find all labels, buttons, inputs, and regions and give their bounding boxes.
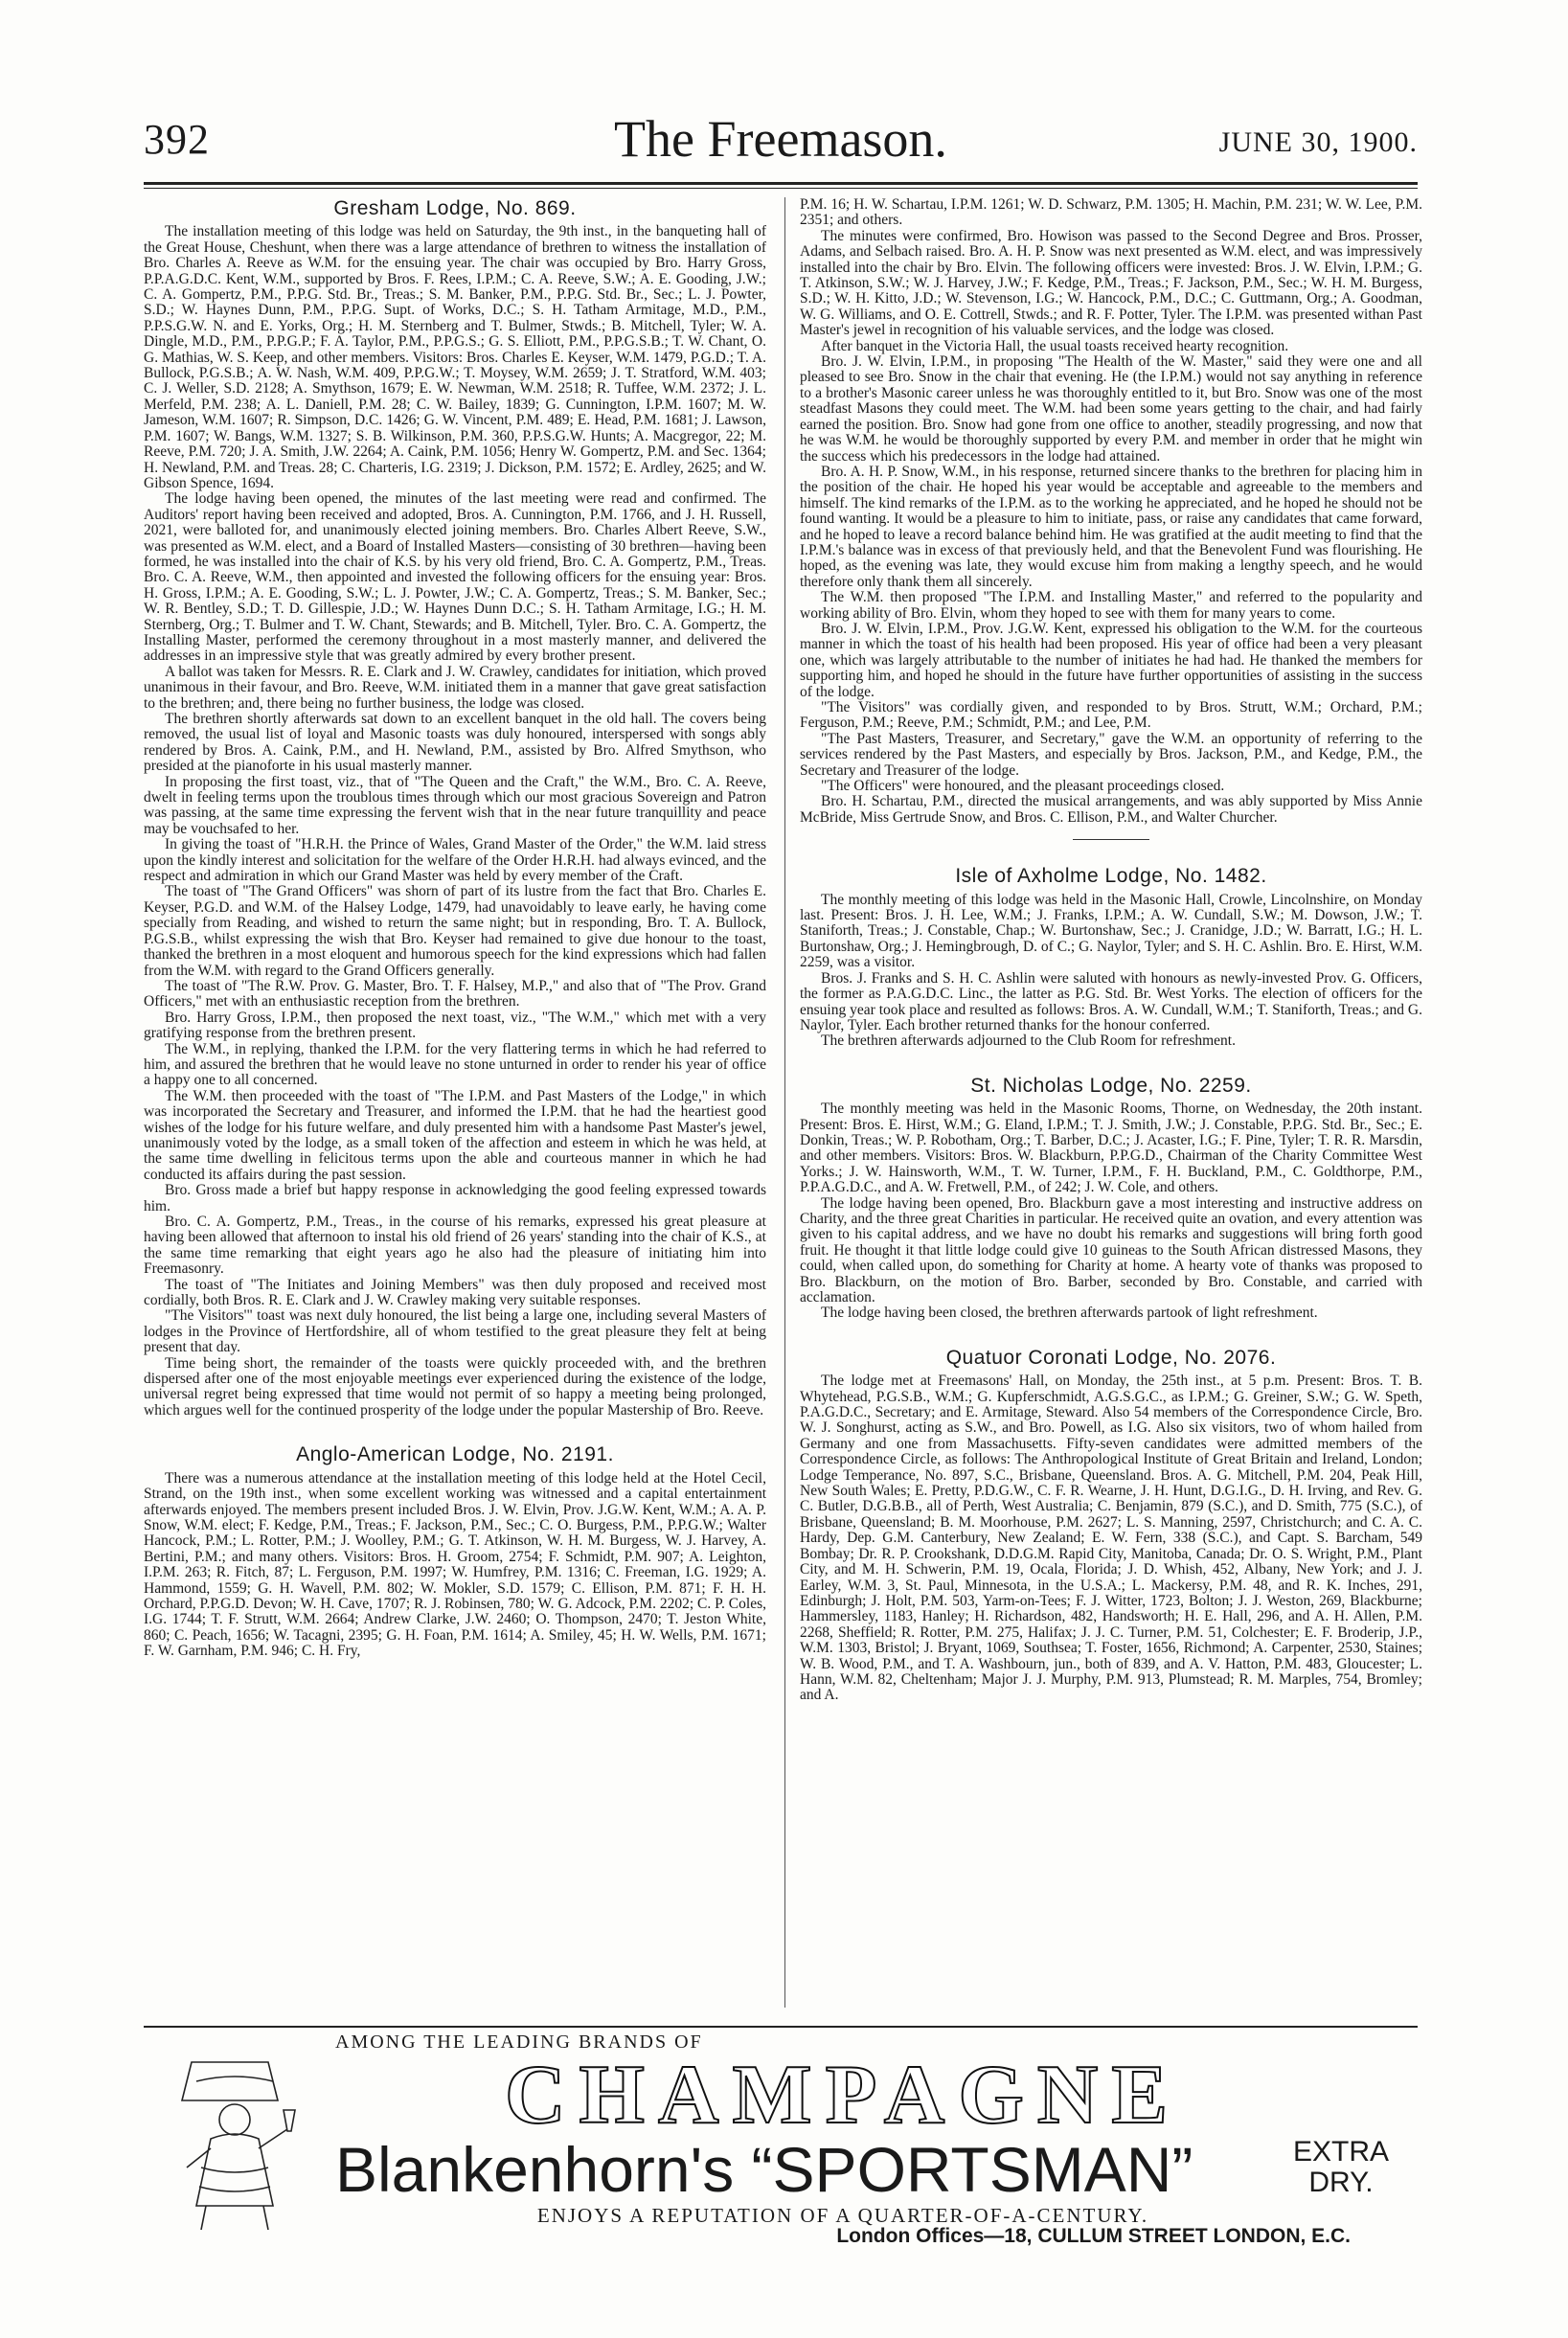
masthead (144, 110, 1418, 182)
advertisement-rule (144, 2026, 1418, 2028)
paragraph: In giving the toast of "H.R.H. the Prince of Wales, Grand Master of the Order," the W.M. laid stress upon the kindly interest and solicitation for the welfare of the Order H.R.H. had always evinced, and the respect and admiration in which our Grand Master was held by every member of the Craft. (144, 836, 766, 885)
paragraph: Bro. Harry Gross, I.P.M., then proposed the next toast, viz., "The W.M.," which met with a very gratifying response from the brethren present. (144, 1009, 766, 1042)
paragraph: Bro. J. W. Elvin, I.P.M., Prov. J.G.W. Kent, expressed his obligation to the W.M. for the courteous manner in which the toast of his health had been proposed. His year of office had been a very pleasant one, which was largely attributable to the number of initiates he had had. He thanked the members for supporting him, and hoped he should in the future have further opportunities of assisting in the success of the lodge. (800, 620, 1422, 700)
paragraph: "The Visitors" was cordially given, and responded to by Bros. Strutt, W.M.; Orchard, P.M.; Ferguson, P.M.; Reeve, P.M.; Schmidt, P.M.; and Lee, P.M. (800, 699, 1422, 732)
paragraph: After banquet in the Victoria Hall, the usual toasts received hearty recognition. (821, 337, 1289, 354)
section-title-axholme: Isle of Axholme Lodge, No. 1482. (955, 865, 1267, 888)
masthead-rule (144, 182, 1418, 185)
section-separator (1073, 839, 1149, 840)
column-divider (784, 197, 785, 2008)
paragraph: "The Officers" were honoured, and the pleasant proceedings closed. (821, 778, 1225, 795)
paragraph: The installation meeting of this lodge was held on Saturday, the 9th inst., in the banqueting hall of the Great House, Cheshunt, when there was a large attendance of brethren to witness the installation of Bro. Charles A. Reeve as W.M. for the ensuing year. The chair was occupied by Bro. Harry Gross, P.P.A.G.D.C. Kent, W.M., supported by Bros. F. Rees, I.P.M.; C. A. Reeve, S.W.; A. E. Gooding, J.W.; C. A. Gompertz, P.M., P.P.G. Std. Br., Treas.; S. M. Banker, P.M., P.P.G. Std. Br., Sec.; L. J. Powter, S.D.; W. Haynes Dunn, P.M., P.P.G. Supt. of Works, D.C.; S. H. Tatham Armitage, M.D., P.M., P.P.S.G.W. N. and E. Yorks, Org.; H. M. Sternberg and T. Bulmer, Stwds.; B. Mitchell, Tyler; W. A. Dingle, M.D., P.M., P.P.G.P.; F. A. Taylor, P.M., P.P.G.S.; G. S. Elliott, P.M., P.P.G.S.B.; T. W. Chant, O. G. Mathias, W. S. Keep, and other members. Visitors: Bros. Charles E. Keyser, W.M. 1479, P.G.D.; T. A. Bullock, P.G.S.B.; A. W. Nash, W.M. 409, P.P.G.W.; T. Moysey, W.M. 2659; J. T. Stratford, W.M. 403; C. J. Weller, S.D. 2128; A. Smythson, 1679; E. W. Newman, W.M. 2518; R. Tuffee, W.M. 2372; J. L. Merfeld, P.M. 238; A. L. Daniell, P.M. 28; C. W. Bailey, 1839; G. Cunnington, I.P.M. 1607; M. W. Jameson, W.M. 1607; R. Simpson, D.C. 1426; G. W. Vincent, P.M. 489; E. Head, P.M. 1681; J. Lawson, P.M. 1607; W. Bangs, W.M. 1327; S. B. Wilkinson, P.M. 360, P.P.S.G.W. Hunts; A. Macgregor, 22; M. Reeve, P.M. 720; J. A. Smith, J.W. 2264; A. Caink, P.M. 1056; Henry W. Gompertz, P.M. and Sec. 1364; H. Newland, P.M. and Treas. 28; C. Charteris, I.G. 2319; J. Dickson, P.M. 1572; E. Ardley, 2625; and W. Gibson Spence, 1694. (144, 223, 766, 491)
paragraph: "The Visitors'" toast was next duly honoured, the list being a large one, including several Masters of lodges in the Province of Hertfordshire, all of whom testified to the great pleasure they felt at being present that day. (144, 1307, 766, 1356)
paragraph: The lodge met at Freemasons' Hall, on Monday, the 25th inst., at 5 p.m. Present: Bros. T. B. Whytehead, P.G.S.B., W.M.; G. Kupferschmidt, A.G.S.G.C., as I.P.M.; G. Greiner, S.W.; G. W. Speth, P.A.G.D.C., Secretary; and E. Armitage, Steward. Also 54 members of the Correspondence Circle, Bro. W. J. Songhurst, acting as S.W., and Bro. Powell, as I.G. Also six visitors, two of whom hailed from Germany and one from Massachusetts. Fifty-seven candidates were admitted members of the Correspondence Circle, as follows: The Anthropological Institute of Great Britain and Ireland, London; Lodge Temperance, No. 897, S.C., Brisbane, Queensland. Bros. A. G. Mitchell, P.M. 204, Peak Hill, New South Wales; E. Pretty, P.D.G.W., C. F. R. Wearne, J. H. Hunt, D.G.I.G., D. H. Irving, and Rev. G. C. Butler, D.G.B.B., all of Perth, West Australia; C. Benjamin, 879 (S.C.), and D. Smith, 775 (S.C.), of Brisbane, Queensland; B. M. Moorhouse, P.M. 2627; L. S. Manning, 2597, Christchurch; and C. A. C. Hardy, Dep. G.M. Canterbury, New Zealand; E. W. Fern, 338 (S.C.), and Capt. S. Barcham, 549 Bombay; Dr. R. P. Crookshank, D.D.G.M. Rapid City, Manitoba, Canada; Dr. O. S. Wright, P.M., Plant City, and M. H. Schwerin, P.M. 19, Ocala, Florida; J. D. Whish, 452, Albany, New York; and J. J. Earley, W.M. 3, St. Paul, Minnesota, in the U.S.A.; L. Mackersy, P.M. 48, and R. K. Inches, 291, Edinburgh; J. Holt, P.M. 503, Yarm-on-Tees; F. J. Witter, 1723, Bolton; J. J. Weston, 269, Blackburne; Hammersley, 1183, Hanley; H. Richardson, 482, Handsworth; H. E. Hall, 296, and A. H. Allen, P.M. 2268, Sheffield; R. Rotter, P.M. 275, Halifax; J. J. C. Turner, P.M. 51, Colchester; E. F. Broderip, J.P., W.M. 1303, Bristol; J. Bryant, 1069, Southsea; T. Foster, 1656, Richmond; A. Carpenter, 2530, Staines; W. B. Wood, P.M., and T. A. Washbourn, jun., both of 839, and A. V. Hatton, P.M. 483, Gloucester; L. Hann, W.M. 82, Cheltenham; Major J. J. Murphy, P.M. 913, Plumstead; R. M. Marples, 754, Bromley; and A. (800, 1373, 1422, 1704)
section-title-anglo-american: Anglo-American Lodge, No. 2191. (296, 1443, 614, 1466)
paragraph: The toast of "The Grand Officers" was shorn of part of its lustre from the fact that Bro. Charles E. Keyser, P.G.D. and W.M. of the Halsey Lodge, 1479, had unavoidably to leave early, he having come specially from Reading, and wished to return the same night; but in responding, Bro. T. A. Bullock, P.G.S.B., whilst expressing the wish that Bro. Keyser had remained to give due honour to the toast, thanked the brethren in a most eloquent and humorous speech for the kind expressions which had fallen from the W.M. with regard to the Grand Officers generally. (144, 883, 766, 979)
paragraph: The lodge having been opened, the minutes of the last meeting were read and confirmed. The Auditors' report having been received and adopted, Bros. A. Cunnington, P.M. 1766, and J. H. Russell, 2021, were balloted for, and unanimously elected joining members. Bro. Charles Albert Reeve, S.W., was presented as W.M. elect, and a Board of Installed Masters—consisting of 30 brethren—having been formed, he was installed into the chair of K.S. by his very old friend, Bro. C. A. Gompertz, P.M., Treas. Bro. C. A. Reeve, W.M., then appointed and invested the following officers for the ensuing year: Bros. H. Gross, I.P.M.; A. E. Gooding, S.W.; L. J. Powter, J.W.; C. A. Gompertz, Treas.; S. M. Banker, Sec.; W. R. Bentley, S.D.; T. D. Gillespie, J.D.; W. Haynes Dunn D.C.; S. H. Tatham Armitage, I.G.; H. M. Sternberg, Org.; T. Bulmer and T. W. Chant, Stewards; and B. Mitchell, Tyler. Bro. C. A. Gompertz, the Installing Master, performed the ceremony throughout in a most masterly manner, and delivered the addresses in an impressive style that was greatly admired by every brother present. (144, 490, 766, 665)
drinking-figure-illustration-icon (153, 2043, 316, 2235)
paragraph: There was a numerous attendance at the installation meeting of this lodge held at the Hotel Cecil, Strand, on the 19th inst., when some excellent working was witnessed and a capital entertainment afterwards enjoyed. The members present included Bros. J. W. Elvin, Prov. J.G.W. Kent, W.M.; A. A. P. Snow, W.M. elect; F. Kedge, P.M., Treas.; F. Jackson, P.M., Sec.; C. O. Burgess, P.M., P.P.G.W.; Walter Hancock, P.M.; L. Rotter, P.M.; J. Woolley, P.M.; G. T. Atkinson, W. H. M. Burgess, W. J. Harvey, A. Bertini, P.M.; and many others. Visitors: Bros. H. Groom, 2754; F. Schmidt, P.M. 907; A. Leighton, I.P.M. 263; R. Fitch, 87; L. Ferguson, P.M. 1997; W. Humfrey, P.M. 1316; C. Freeman, I.G. 1929; A. Hammond, 1559; G. H. Wavell, P.M. 802; W. Mokler, S.D. 1579; C. Ellison, P.M. 871; F. H. H. Orchard, P.P.G.D. Devon; W. H. Cave, 1707; R. J. Robinsen, 780; W. G. Adcock, P.M. 2202; C. P. Coles, I.G. 1744; T. F. Strutt, W.M. 2664; Andrew Clarke, J.W. 2460; O. Thompson, 2470; T. Jeston White, 860; C. Peach, 1656; W. Tacagni, 2395; G. H. Foan, P.M. 1614; A. Smiley, 45; H. W. Wells, P.M. 1671; F. W. Garnham, P.M. 946; C. H. Fry, (144, 1469, 766, 1660)
dry-label: DRY. (1308, 2167, 1374, 2198)
right-column (800, 197, 1422, 2008)
paragraph: The brethren afterwards adjourned to the Club Room for refreshment. (821, 1033, 1236, 1050)
publication-title: The Freemason. (614, 110, 947, 168)
section-title-quatuor-coronati: Quatuor Coronati Lodge, No. 2076. (945, 1346, 1277, 1369)
left-column (144, 197, 766, 2008)
paragraph: The lodge having been opened, Bro. Blackburn gave a most interesting and instructive address on Charity, and the three great Charities in particular. He received quite an ovation, and every attention was given to his capital address, and we have no doubt his remarks and suggestions will bring forth good fruit. He thought it that little lodge could give 10 guineas to the South African distressed Masons, they could, when called upon, do something for Charity at home. A hearty vote of thanks was proposed to Bro. Blackburn, on the motion of Bro. Barber, seconded by Bro. Constable, and carried with acclamation. (800, 1194, 1422, 1305)
paragraph: The monthly meeting of this lodge was held in the Masonic Hall, Crowle, Lincolnshire, on Monday last. Present: Bros. J. H. Lee, W.M.; J. Franks, I.P.M.; A. W. Cundall, S.W.; M. Dowson, J.W.; T. Staniforth, Treas.; J. Constable, Chap.; W. Burtonshaw, Sec.; J. Cranidge, J.D.; W. Barratt, I.G.; H. L. Burtonshaw, Org.; J. Hemingbrough, D. of C.; G. Naylor, Tyler; and S. H. C. Ashlin. Bro. E. Hirst, W.M. 2259, was a visitor. (800, 891, 1422, 971)
paragraph: The brethren shortly afterwards sat down to an excellent banquet in the old hall. The covers being removed, the usual list of loyal and Masonic toasts was duly honoured, interspersed with songs ably rendered by Bros. A. Caink, P.M., and H. Newland, P.M., assisted by Bro. Alfred Smythson, who presided at the pianoforte in his usual masterly manner. (144, 711, 766, 775)
extra-label: EXTRA (1292, 2136, 1389, 2168)
issue-date: JUNE 30, 1900. (1218, 126, 1418, 158)
advertisement-address: London Offices—18, CULLUM STREET LONDON, E.C. (836, 2225, 1351, 2247)
paragraph: Bro. A. H. P. Snow, W.M., in his response, returned sincere thanks to the brethren for placing him in the position of the chair. He hoped his year would be acceptable and agreeable to the members and himself. The kind remarks of the I.P.M. as to the working he appreciated, and he hoped he should not be found wanting. It would be a pleasure to him to initiate, pass, or raise any candidates that came forward, and he hoped to leave a record balance behind him. He was gratified at the audit meeting to find that the I.P.M.'s balance was in excess of that previously held, and that the Benevolent Fund was flourishing. He hoped, as the evening was late, they would excuse him from making a lengthy speech, and he would therefore only thank them all sincerely. (800, 463, 1422, 590)
paragraph: The W.M., in replying, thanked the I.P.M. for the very flattering terms in which he had referred to him, and assured the brethren that he would leave no stone unturned in order to render his year of office a happy one to all concerned. (144, 1040, 766, 1089)
paragraph: The minutes were confirmed, Bro. Howison was passed to the Second Degree and Bros. Prosser, Adams, and Selbach raised. Bro. A. H. P. Snow was next presented as W.M. elect, and was impressively installed into the chair by Bro. Elvin. The following officers were invested: Bros. J. W. Elvin, I.P.M.; G. T. Atkinson, S.W.; W. J. Harvey, J.W.; F. Kedge, P.M., Treas.; F. Jackson, P.M., Sec.; W. H. M. Burgess, S.D.; W. H. Kitto, J.D.; W. Stevenson, I.G.; W. Hancock, P.M., D.C.; C. Guttmann, Org.; A. Goodman, W. G. Williams, and O. E. Cottrell, Stwds.; and R. F. Potter, Tyler. The I.P.M. was presented withan Past Master's jewel in recognition of his valuable services, and the lodge was closed. (800, 227, 1422, 339)
advertisement-tagline: ENJOYS A REPUTATION OF A QUARTER-OF-A-CENTURY. (536, 2204, 1149, 2227)
paragraph: The toast of "The Initiates and Joining Members" was then duly proposed and received most cordially, both Bros. R. E. Clark and J. W. Crawley making very suitable responses. (144, 1276, 766, 1309)
paragraph: P.M. 16; H. W. Schartau, I.P.M. 1261; W. D. Schwarz, P.M. 1305; H. Machin, P.M. 231; W. W. Lee, P.M. 2351; and others. (800, 197, 1422, 229)
paragraph: Bro. C. A. Gompertz, P.M., Treas., in the course of his remarks, expressed his great pleasure at having been allowed that afternoon to instal his old friend of 26 years' standing into the chair of K.S., at the same time remarking that eight years ago he also had the pleasure of initiating him into Freemasonry. (144, 1214, 766, 1278)
paragraph: The toast of "The R.W. Prov. G. Master, Bro. T. F. Halsey, M.P.," and also that of "The Prov. Grand Officers," met with an enthusiastic reception from the brethren. (144, 977, 766, 1010)
paragraph: "The Past Masters, Treasurer, and Secretary," gave the W.M. an opportunity of referring to the services rendered by the Past Masters, and especially by Bros. Jackson, P.M., and Kedge, P.M., the Secretary and Treasurer of the lodge. (800, 730, 1422, 779)
advertisement-intro: AMONG THE LEADING BRANDS OF (335, 2032, 703, 2053)
section-title-st-nicholas: St. Nicholas Lodge, No. 2259. (970, 1074, 1252, 1097)
paragraph: The W.M. then proposed "The I.P.M. and Installing Master," and referred to the popularity and working ability of Bro. Elvin, whom they hoped to see with them for many years to come. (800, 589, 1422, 622)
paragraph: In proposing the first toast, viz., that of "The Queen and the Craft," the W.M., Bro. C. A. Reeve, dwelt in feeling terms upon the troublous times through which our most gracious Sovereign and Patron was passing, at the same time expressing the fervent wish that in the near future tranquillity and peace may be vouchsafed to her. (144, 773, 766, 837)
masthead-rule-thin (144, 188, 1418, 189)
paragraph: A ballot was taken for Messrs. R. E. Clark and J. W. Crawley, candidates for initiation, which proved unanimous in their favour, and Bro. Reeve, W.M. initiated them in a manner that gave great satisfaction to the brethren; and, there being no further business, the lodge was closed. (144, 663, 766, 712)
page-number: 392 (144, 116, 210, 163)
paragraph: Time being short, the remainder of the toasts were quickly proceeded with, and the brethren dispersed after one of the most enjoyable meetings ever experienced during the existence of the lodge, universal regret being expressed that time would not permit of so happy a meeting being prolonged, which argues well for the continued prosperity of the lodge under the popular Mastership of Bro. Reeve. (144, 1354, 766, 1419)
paragraph: The monthly meeting was held in the Masonic Rooms, Thorne, on Wednesday, the 20th instant. Present: Bros. E. Hirst, W.M.; G. Eland, I.P.M.; T. J. Smith, J.W.; J. Constable, P.P.G. Std. Br., Sec.; E. Donkin, Treas.; W. P. Robotham, Org.; T. Barber, D.C.; J. Acaster, I.G.; F. Pine, Tyler; T. R. R. Marsdin, and other members. Visitors: Bros. W. Blackburn, P.P.G.D., Chairman of the Charity Committee West Yorks.; J. W. Hainsworth, W.M., T. W. Turner, I.P.M., F. H. Buckland, P.M., C. Goldthorpe, P.M., P.P.A.G.D.C., and A. W. Fretwell, P.M., of 242; J. W. Cole, and others. (800, 1101, 1422, 1196)
champagne-advertisement (144, 2026, 1418, 2246)
paragraph: The W.M. then proceeded with the toast of "The I.P.M. and Past Masters of the Lodge," in which was incorporated the Secretary and Treasurer, and informed the I.P.M. that he had the heartiest good wishes of the lodge for his future welfare, and duly presented him with a handsome Past Master's jewel, unanimously voted by the lodge, as a small token of the affection and esteem in which he was held, at the same time dwelling in felicitous terms upon the able and courteous manner in which he had conducted its affairs during the past session. (144, 1087, 766, 1183)
advertisement-headline: CHAMPAGNE (504, 2049, 1182, 2142)
advertisement-extra-dry (1293, 2137, 1389, 2198)
paragraph: Bros. J. Franks and S. H. C. Ashlin were saluted with honours as newly-invested Prov. G. Officers, the former as P.A.G.D.C. Linc., the latter as P.G. Std. Br. West Yorks. The election of officers for the ensuing year took place and resulted as follows: Bros. A. W. Cundall, W.M.; T. Staniforth, Treas.; and G. Naylor, Tyler. Each brother returned thanks for the honour conferred. (800, 969, 1422, 1033)
paragraph: The lodge having been closed, the brethren afterwards partook of light refreshment. (821, 1305, 1318, 1322)
paragraph: Bro. J. W. Elvin, I.P.M., in proposing "The Health of the W. Master," said they were one and all pleased to see Bro. Snow in the chair that evening. He (the I.P.M.) would not say anything in reference to a brother's Masonic career unless he was thoroughly entitled to it, but Bro. Snow was one of the most steadfast Masons they could meet. The W.M. had been some years getting to the chair, and had fairly earned the position. Bro. Snow had gone from one office to another, steadily progressing, and now that he was W.M. he would be thoroughly supported by every P.M. and member in order that he might win the success which his predecessors in the lodge had attained. (800, 353, 1422, 465)
section-title-gresham: Gresham Lodge, No. 869. (333, 197, 577, 219)
paragraph: Bro. H. Schartau, P.M., directed the musical arrangements, and was ably supported by Miss Annie McBride, Miss Gertrude Snow, and Bros. C. Ellison, P.M., and Walter Churcher. (800, 793, 1422, 826)
advertisement-brand: Blankenhorn's “SPORTSMAN” (335, 2134, 1193, 2205)
paragraph: Bro. Gross made a brief but happy response in acknowledging the good feeling expressed towards him. (144, 1182, 766, 1214)
